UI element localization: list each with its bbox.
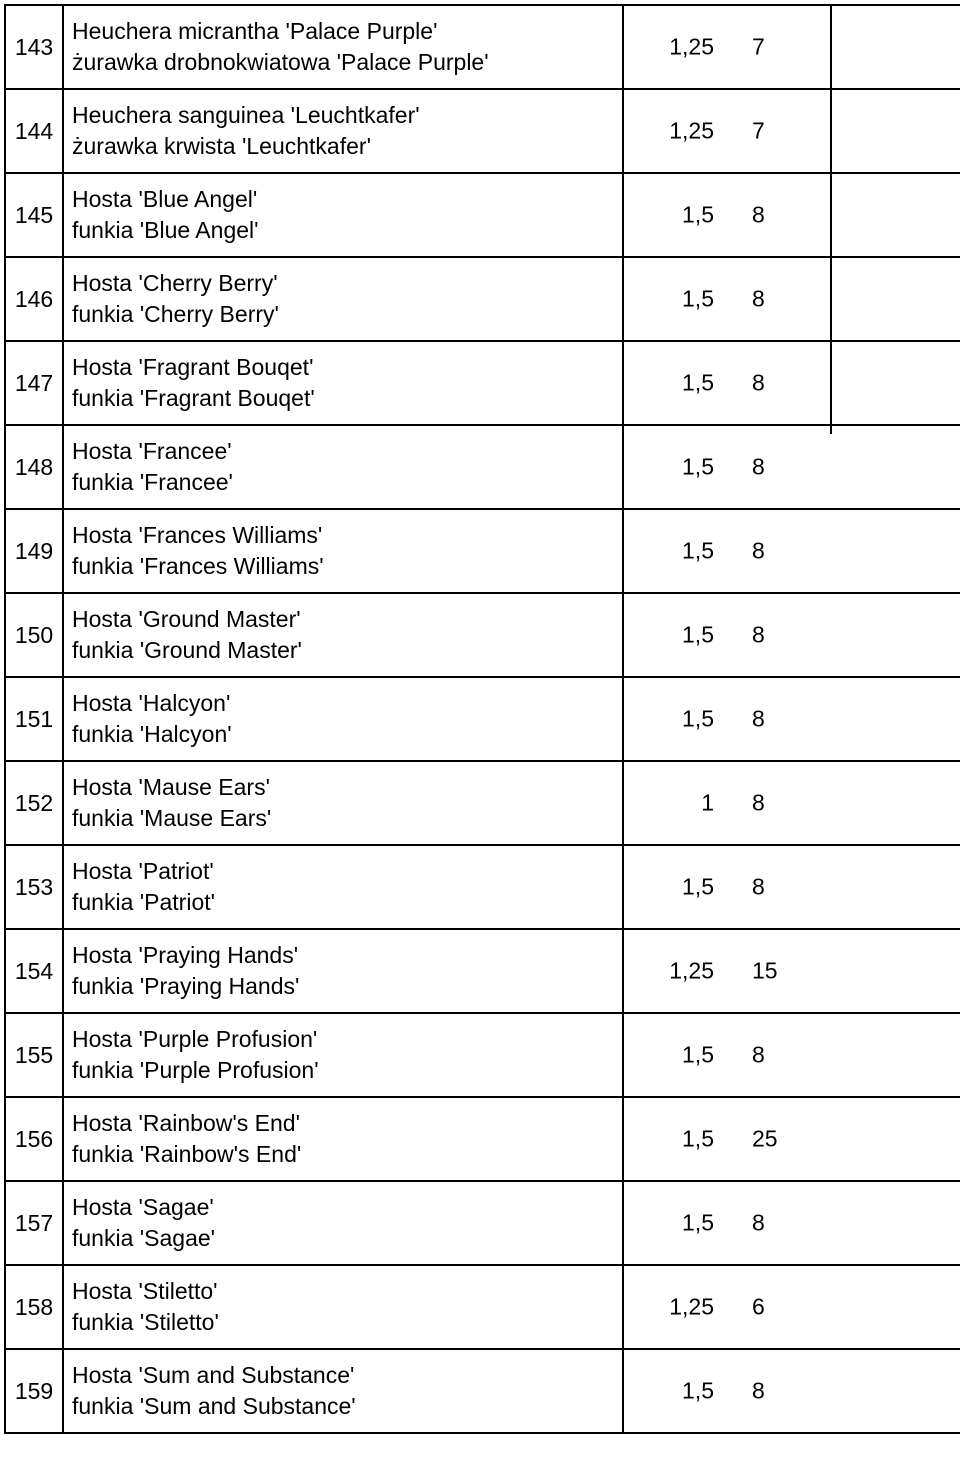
quantity: 8 — [752, 705, 765, 732]
empty-cell — [854, 1349, 960, 1433]
pot-size: 1,25 — [669, 117, 714, 144]
pot-size: 1,5 — [682, 1377, 714, 1404]
plant-name-cell — [63, 1349, 623, 1433]
row-number: 155 — [5, 1013, 63, 1097]
empty-cell — [854, 257, 960, 341]
row-number: 150 — [5, 593, 63, 677]
row-number: 156 — [5, 1097, 63, 1181]
polish-name: funkia 'Frances Williams' — [72, 553, 324, 579]
polish-name: funkia 'Mause Ears' — [72, 805, 272, 831]
latin-name: Hosta 'Mause Ears' — [72, 774, 270, 800]
pot-size: 1,5 — [682, 873, 714, 900]
polish-name: funkia 'Ground Master' — [72, 637, 302, 663]
row-number: 153 — [5, 845, 63, 929]
plant-name-cell — [63, 845, 623, 929]
quantity: 8 — [752, 201, 765, 228]
size-qty-cell — [623, 89, 854, 173]
latin-name: Hosta 'Francee' — [72, 438, 232, 464]
empty-cell — [854, 761, 960, 845]
size-qty-cell — [623, 845, 854, 929]
polish-name: żurawka drobnokwiatowa 'Palace Purple' — [72, 49, 489, 75]
plant-list-table — [4, 4, 960, 1434]
empty-cell — [854, 425, 960, 509]
polish-name: funkia 'Francee' — [72, 469, 233, 495]
pot-size: 1,5 — [682, 285, 714, 312]
size-qty-cell — [623, 1265, 854, 1349]
plant-name-cell — [63, 1013, 623, 1097]
latin-name: Hosta 'Blue Angel' — [72, 186, 258, 212]
empty-cell — [854, 173, 960, 257]
empty-cell — [854, 5, 960, 89]
plant-name-cell — [63, 341, 623, 425]
table-row — [5, 845, 960, 929]
table-row — [5, 341, 960, 425]
empty-cell — [854, 845, 960, 929]
polish-name: funkia 'Cherry Berry' — [72, 301, 279, 327]
quantity: 8 — [752, 1377, 765, 1404]
pot-size: 1,25 — [669, 33, 714, 60]
table-row — [5, 761, 960, 845]
quantity: 8 — [752, 1041, 765, 1068]
table-row — [5, 1013, 960, 1097]
size-qty-cell — [623, 1013, 854, 1097]
row-number: 159 — [5, 1349, 63, 1433]
row-number: 158 — [5, 1265, 63, 1349]
latin-name: Hosta 'Halcyon' — [72, 690, 231, 716]
latin-name: Hosta 'Sum and Substance' — [72, 1362, 355, 1388]
pot-size: 1,5 — [682, 537, 714, 564]
row-number: 145 — [5, 173, 63, 257]
quantity: 8 — [752, 453, 765, 480]
latin-name: Heuchera micrantha 'Palace Purple' — [72, 18, 438, 44]
row-number: 144 — [5, 89, 63, 173]
size-qty-cell — [623, 1097, 854, 1181]
quantity: 8 — [752, 873, 765, 900]
pot-size: 1,5 — [682, 201, 714, 228]
table-row — [5, 929, 960, 1013]
pot-size: 1,5 — [682, 1125, 714, 1152]
plant-name-cell — [63, 89, 623, 173]
polish-name: funkia 'Sum and Substance' — [72, 1393, 356, 1419]
size-qty-cell — [623, 761, 854, 845]
polish-name: funkia 'Stiletto' — [72, 1309, 219, 1335]
row-number: 143 — [5, 5, 63, 89]
size-qty-cell — [623, 341, 854, 425]
table-row — [5, 1181, 960, 1265]
size-qty-cell — [623, 929, 854, 1013]
row-number: 149 — [5, 509, 63, 593]
plant-name-cell — [63, 5, 623, 89]
size-qty-cell — [623, 1349, 854, 1433]
pot-size: 1,5 — [682, 453, 714, 480]
latin-name: Hosta 'Stiletto' — [72, 1278, 218, 1304]
quantity: 15 — [752, 957, 778, 984]
polish-name: funkia 'Praying Hands' — [72, 973, 300, 999]
table-row — [5, 1349, 960, 1433]
empty-cell — [854, 1181, 960, 1265]
empty-cell — [854, 593, 960, 677]
size-qty-cell — [623, 677, 854, 761]
empty-cell — [854, 677, 960, 761]
quantity: 7 — [752, 33, 765, 60]
quantity: 8 — [752, 537, 765, 564]
table-row — [5, 509, 960, 593]
plant-name-cell — [63, 1265, 623, 1349]
polish-name: funkia 'Blue Angel' — [72, 217, 259, 243]
row-number: 157 — [5, 1181, 63, 1265]
polish-name: funkia 'Fragrant Bouqet' — [72, 385, 315, 411]
plant-name-cell — [63, 509, 623, 593]
pot-size: 1,5 — [682, 369, 714, 396]
empty-cell — [854, 1013, 960, 1097]
size-qty-cell — [623, 257, 854, 341]
latin-name: Hosta 'Fragrant Bouqet' — [72, 354, 314, 380]
size-qty-cell — [623, 173, 854, 257]
polish-name: funkia 'Sagae' — [72, 1225, 216, 1251]
pot-size: 1,5 — [682, 1041, 714, 1068]
plant-name-cell — [63, 1097, 623, 1181]
row-number: 151 — [5, 677, 63, 761]
table-row — [5, 677, 960, 761]
latin-name: Hosta 'Rainbow's End' — [72, 1110, 300, 1136]
latin-name: Hosta 'Cherry Berry' — [72, 270, 278, 296]
pot-size: 1,25 — [669, 957, 714, 984]
empty-cell — [854, 929, 960, 1013]
plant-name-cell — [63, 173, 623, 257]
quantity: 8 — [752, 1209, 765, 1236]
pot-size: 1,5 — [682, 705, 714, 732]
empty-cell — [854, 509, 960, 593]
plant-name-cell — [63, 1181, 623, 1265]
row-number: 147 — [5, 341, 63, 425]
row-number: 146 — [5, 257, 63, 341]
column-divider-upper — [830, 4, 832, 434]
plant-name-cell — [63, 593, 623, 677]
polish-name: funkia 'Halcyon' — [72, 721, 232, 747]
plant-name-cell — [63, 425, 623, 509]
table-row — [5, 257, 960, 341]
polish-name: żurawka krwista 'Leuchtkafer' — [72, 133, 371, 159]
quantity: 7 — [752, 117, 765, 144]
empty-cell — [854, 341, 960, 425]
empty-cell — [854, 1097, 960, 1181]
table-row — [5, 1265, 960, 1349]
quantity: 25 — [752, 1125, 778, 1152]
table-row — [5, 1097, 960, 1181]
table-row — [5, 89, 960, 173]
pot-size: 1,25 — [669, 1293, 714, 1320]
latin-name: Hosta 'Praying Hands' — [72, 942, 299, 968]
quantity: 8 — [752, 789, 765, 816]
plant-name-cell — [63, 257, 623, 341]
pot-size: 1,5 — [682, 1209, 714, 1236]
plant-name-cell — [63, 761, 623, 845]
quantity: 8 — [752, 285, 765, 312]
table-row — [5, 593, 960, 677]
size-qty-cell — [623, 509, 854, 593]
empty-cell — [854, 89, 960, 173]
quantity: 8 — [752, 621, 765, 648]
latin-name: Hosta 'Patriot' — [72, 858, 214, 884]
pot-size: 1 — [701, 789, 714, 816]
size-qty-cell — [623, 5, 854, 89]
polish-name: funkia 'Rainbow's End' — [72, 1141, 302, 1167]
size-qty-cell — [623, 425, 854, 509]
plant-name-cell — [63, 677, 623, 761]
row-number: 152 — [5, 761, 63, 845]
quantity: 6 — [752, 1293, 765, 1320]
polish-name: funkia 'Purple Profusion' — [72, 1057, 319, 1083]
size-qty-cell — [623, 1181, 854, 1265]
size-qty-cell — [623, 593, 854, 677]
latin-name: Hosta 'Ground Master' — [72, 606, 301, 632]
row-number: 148 — [5, 425, 63, 509]
table-row — [5, 5, 960, 89]
polish-name: funkia 'Patriot' — [72, 889, 216, 915]
plant-name-cell — [63, 929, 623, 1013]
latin-name: Heuchera sanguinea 'Leuchtkafer' — [72, 102, 420, 128]
latin-name: Hosta 'Frances Williams' — [72, 522, 323, 548]
latin-name: Hosta 'Sagae' — [72, 1194, 214, 1220]
latin-name: Hosta 'Purple Profusion' — [72, 1026, 318, 1052]
plant-list-body — [5, 5, 960, 1433]
quantity: 8 — [752, 369, 765, 396]
table-row — [5, 425, 960, 509]
table-row — [5, 173, 960, 257]
row-number: 154 — [5, 929, 63, 1013]
pot-size: 1,5 — [682, 621, 714, 648]
empty-cell — [854, 1265, 960, 1349]
